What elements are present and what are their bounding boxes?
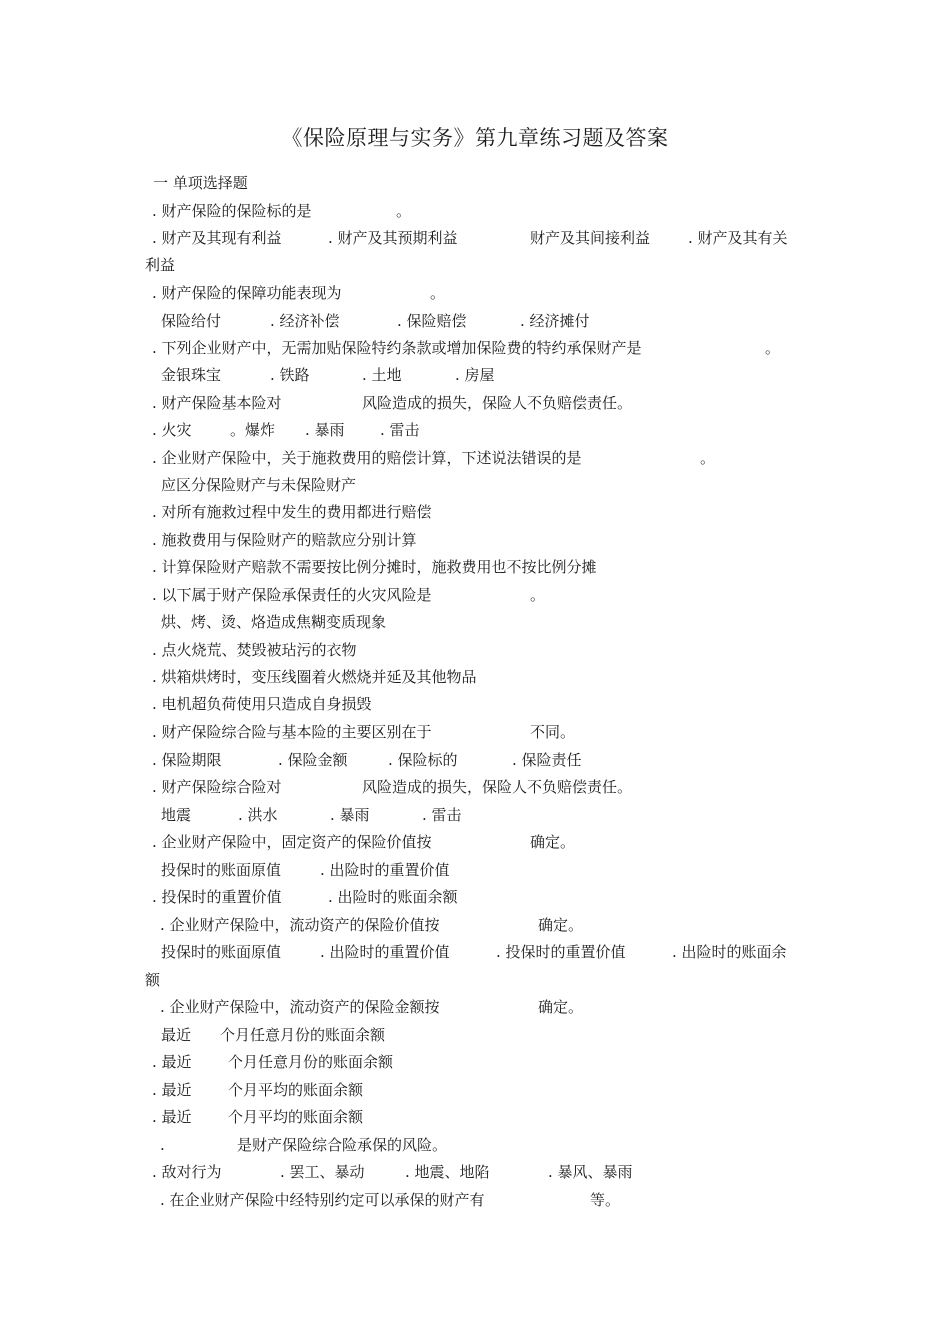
option-d: . 雷击: [422, 806, 462, 824]
question-end: 。: [530, 586, 546, 604]
option-b: . 罢工、暴动: [280, 1163, 365, 1181]
question-end: 。: [700, 449, 716, 467]
option-a: 烘、烤、烫、烙造成焦糊变质现象: [161, 613, 387, 631]
option-a: 应区分保险财产与未保险财产: [161, 476, 357, 494]
option-d: . 暴风、暴雨: [548, 1163, 633, 1181]
option-c: 财产及其间接利益: [530, 229, 651, 247]
question-end: 不同。: [530, 723, 576, 741]
question-end: 。: [396, 202, 412, 220]
option-a: 最近: [161, 1026, 192, 1044]
option-d: . 雷击: [380, 421, 420, 439]
question-end: 。: [765, 339, 781, 357]
option-d: . 出险时的账面余: [672, 943, 787, 961]
option-d-cont: 利益: [145, 256, 176, 274]
option-d: . 出险时的账面余额: [328, 888, 458, 906]
option-a: . 敌对行为: [152, 1163, 222, 1181]
option-d: . 财产及其有关: [688, 229, 788, 247]
question-end: 确定。: [538, 998, 584, 1016]
question-text: . 下列企业财产中，无需加贴保险特约条款或增加保险费的特约承保财产是: [152, 339, 642, 357]
option-b: . 洪水: [238, 806, 278, 824]
option-d-cont: 个月平均的账面余额: [228, 1108, 364, 1126]
question-text: . 财产保险的保险标的是: [152, 202, 312, 220]
question-end: 确定。: [530, 833, 576, 851]
option-a: . 火灾: [152, 421, 192, 439]
option-c: . 最近: [152, 1081, 192, 1099]
question-text: 是财产保险综合险承保的风险。: [237, 1136, 448, 1154]
option-c: . 地震、地陷: [405, 1163, 490, 1181]
option-b: . 对所有施救过程中发生的费用都进行赔偿: [152, 503, 432, 521]
section-heading: 一 单项选择题: [153, 174, 248, 192]
question-text: . 以下属于财产保险承保责任的火灾风险是: [152, 586, 432, 604]
question-end: 等。: [590, 1191, 621, 1209]
option-d: . 电机超负荷使用只造成自身损毁: [152, 695, 372, 713]
option-a: 地震: [161, 806, 192, 824]
option-d-cont: 额: [145, 971, 161, 989]
option-a: 金银珠宝: [161, 366, 222, 384]
option-d: . 经济摊付: [520, 312, 590, 330]
option-d: . 保险责任: [512, 751, 582, 769]
option-c: . 投保时的重置价值: [152, 888, 282, 906]
option-c: . 施救费用与保险财产的赔款应分别计算: [152, 531, 417, 549]
option-c-cont: 个月平均的账面余额: [228, 1081, 364, 1099]
option-c: . 保险赔偿: [397, 312, 467, 330]
question-end: 确定。: [538, 916, 584, 934]
option-b: . 铁路: [270, 366, 310, 384]
option-b: . 保险金额: [278, 751, 348, 769]
option-b: . 经济补偿: [270, 312, 340, 330]
question-text: . 在企业财产保险中经特别约定可以承保的财产有: [160, 1191, 485, 1209]
question-text: . 企业财产保险中，固定资产的保险价值按: [152, 833, 432, 851]
option-c: . 土地: [362, 366, 402, 384]
question-text: . 财产保险综合险对: [152, 778, 282, 796]
option-b-cont: 个月任意月份的账面余额: [228, 1053, 394, 1071]
option-a: . 财产及其现有利益: [152, 229, 282, 247]
question-text-cont: 风险造成的损失，保险人不负赔偿责任。: [362, 778, 633, 796]
option-d: . 计算保险财产赔款不需要按比例分摊时，施救费用也不按比例分摊: [152, 558, 597, 576]
option-c: . 暴雨: [330, 806, 370, 824]
question-text-cont: 风险造成的损失，保险人不负赔偿责任。: [362, 394, 633, 412]
document-title: 《保险原理与实务》第九章练习题及答案: [281, 126, 669, 150]
option-b: . 最近: [152, 1053, 192, 1071]
question-text: . 企业财产保险中，流动资产的保险价值按: [160, 916, 440, 934]
option-a: 投保时的账面原值: [161, 943, 282, 961]
option-a: 投保时的账面原值: [161, 861, 282, 879]
option-c: . 烘箱烘烤时，变压线圈着火燃烧并延及其他物品: [152, 668, 477, 686]
option-c: . 保险标的: [388, 751, 458, 769]
question-end: 。: [430, 284, 446, 302]
option-d: . 房屋: [455, 366, 495, 384]
option-a-cont: 个月任意月份的账面余额: [220, 1026, 386, 1044]
option-b: . 财产及其预期利益: [328, 229, 458, 247]
question-text: . 财产保险的保障功能表现为: [152, 284, 342, 302]
option-c: . 暴雨: [305, 421, 345, 439]
question-text: . 财产保险综合险与基本险的主要区别在于: [152, 723, 432, 741]
option-a: . 保险期限: [152, 751, 222, 769]
option-b: . 出险时的重置价值: [320, 943, 450, 961]
option-b: . 出险时的重置价值: [320, 861, 450, 879]
question-number: .: [160, 1136, 165, 1154]
option-b: . 点火烧荒、焚毁被玷污的衣物: [152, 641, 357, 659]
option-a: 保险给付: [161, 312, 222, 330]
question-text: . 企业财产保险中，流动资产的保险金额按: [160, 998, 440, 1016]
option-b: 。爆炸: [230, 421, 276, 439]
question-text: . 财产保险基本险对: [152, 394, 282, 412]
option-d: . 最近: [152, 1108, 192, 1126]
question-text: . 企业财产保险中，关于施救费用的赔偿计算，下述说法错误的是: [152, 449, 582, 467]
option-c: . 投保时的重置价值: [496, 943, 626, 961]
